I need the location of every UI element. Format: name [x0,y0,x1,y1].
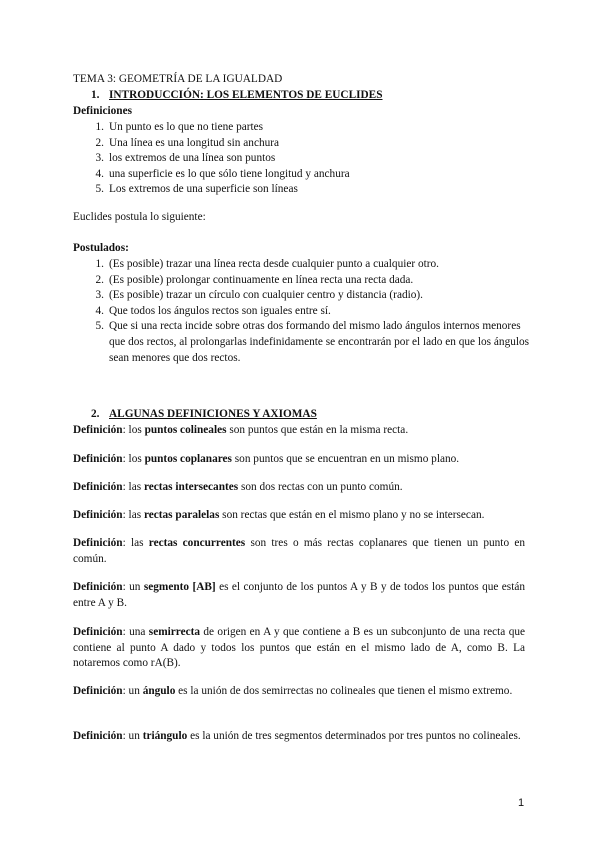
section-1-title: INTRODUCCIÓN: LOS ELEMENTOS DE EUCLIDES [109,89,383,101]
definition-paragraph: Definición: los puntos colineales son puntos que están en la misma recta. [73,424,409,436]
section-1-number: 1. [91,89,100,101]
definitions-label: Definiciones [73,105,132,117]
list-item: 4. Que todos los ángulos rectos son iguales entre sí. [95,304,331,317]
definition-paragraph: Definición: un ángulo es la unión de dos semirrectas no colineales que tienen el mismo extremo. [73,685,513,697]
section-2-title: ALGUNAS DEFINICIONES Y AXIOMAS [109,408,317,420]
list-item: 1. (Es posible) trazar una línea recta desde cualquier punto a cualquier otro. [95,258,439,270]
list-item: 2. Una línea es una longitud sin anchura [95,136,280,149]
list-item: 1. Un punto es lo que no tiene partes [95,121,264,133]
list-item: 3. (Es posible) trazar un círculo con cualquier centro y distancia (radio). [95,289,423,302]
list-item: 5. Los extremos de una superficie son líneas [95,183,298,196]
definitions-list [88,120,528,198]
definition-paragraph: Definición: las rectas concurrentes son tres o más rectas coplanares que tienen un punto en común. [73,537,525,565]
postulates-label: Postulados: [73,242,129,254]
definition-paragraph: Definición: las rectas paralelas son rectas que están en el mismo plano y no se intersecan. [73,509,485,521]
definition-paragraph: Definición: un segmento [AB] es el conjunto de los puntos A y B y de todos los puntos que están entre A y B. [73,581,526,609]
section-2-number: 2. [91,408,100,420]
definition-paragraph: Definición: los puntos coplanares son puntos que se encuentran en un mismo plano. [73,453,460,465]
document-title: TEMA 3: GEOMETRÍA DE LA IGUALDAD [73,73,283,85]
definition-paragraph: Definición: una semirrecta de origen en A y que contiene a B es un subconjunto de una recta que contiene al punto A dado y todos los puntos que están en el mismo lado de A, como B. La notaremos como rA(B). [73,626,525,670]
list-item: 2. (Es posible) prolongar continuamente en línea recta una recta dada. [95,273,414,286]
euclides-intro: Euclides postula lo siguiente: [73,211,206,223]
list-item: 3. los extremos de una línea son puntos [95,152,276,165]
list-item: 5. Que si una recta incide sobre otras dos formando del mismo lado ángulos internos menores que dos rectos, al prolongarlas indefinidamente se encontrarán por el lado en que los ángulos sean menores que dos rectos. [95,320,530,364]
definition-paragraph: Definición: las rectas intersecantes son dos rectas con un punto común. [73,481,403,493]
postulates-list [88,257,530,366]
page-number: 1 [518,797,525,809]
definition-paragraph: Definición: un triángulo es la unión de tres segmentos determinados por tres puntos no colineales. [73,730,521,742]
list-item: 4. una superficie es lo que sólo tiene longitud y anchura [95,167,350,180]
